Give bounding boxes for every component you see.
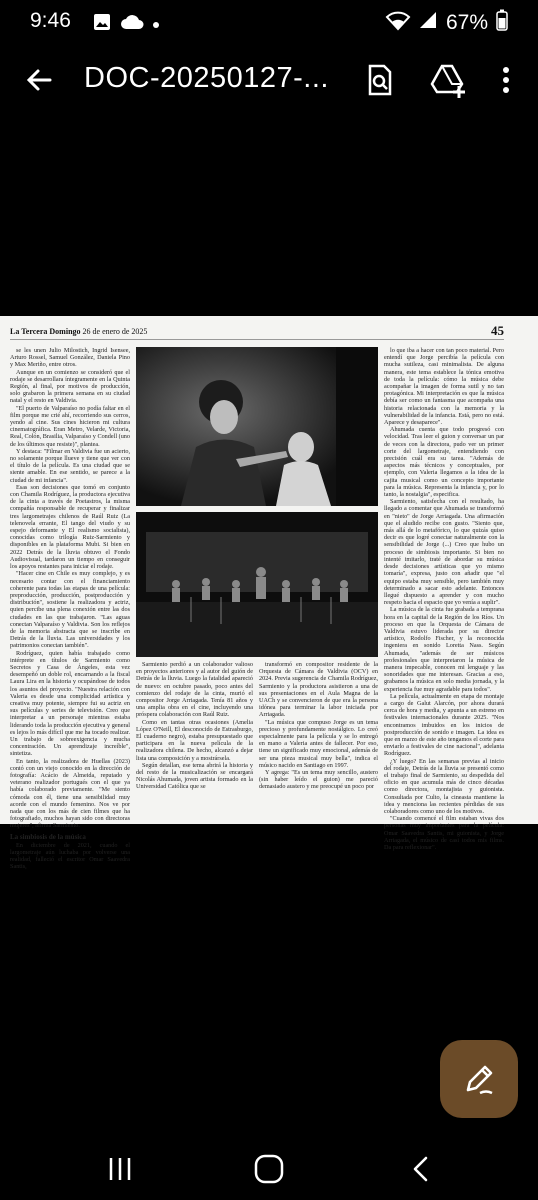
- article-paragraph: Como en tantas otras ocasiones (Amelia López O'Neill, El desconocido de Estrasburgo, El cuaderno negro), estaba presupuestado que participara en la nueva película de la realizadora chilena. De hecho, alcanzó a dejar lista una composición y a mostrársela.: [136, 718, 253, 762]
- photo-orchestra: [136, 512, 378, 657]
- section-heading: La simbiosis de la música: [10, 832, 86, 841]
- more-vert-icon[interactable]: [494, 60, 518, 100]
- document-title: DOC-20250127-...: [84, 62, 329, 94]
- masthead: [10, 327, 147, 336]
- article-paragraph: transformó en compositor residente de la Orquesta de Cámara de Valdivia (OCV) en 2024. Previa sugerencia de Chamila Rodríguez, Sarmiento y la productora asistieron a una de sus presentaciones en el Aula Magna de la UACh y se convencieron de que era la persona idónea para terminar la labor iniciada por Arriagada.: [259, 661, 378, 719]
- article-paragraph: En tanto, la realizadora de Huellas (2023) contó con un viejo conocido en la dirección de fotografía: Acácio de Almeida, reputado y veterano realizador portugués con el que ya había colaborado previamente. "Me siento cómoda con él, tiene una sensibilidad muy acorde con el mundo femenino. Nos ve por nada que con los más de cien filmes que ha fotografiado, muchos hayan sido con directoras mujeres", afirma Sarmiento.: [10, 757, 130, 830]
- article-paragraph: "La música que compuso Jorge es un tema precioso y profundamente nostálgico. Lo creó especialmente para la película y se lo entregó en mano a Valeria antes de fallecer. Por eso, tiene un significado muy emocional, además de ser una pieza musical muy bella", indica el músico nacido en Santiago en 1997.: [259, 718, 378, 769]
- header-rule: [10, 339, 504, 340]
- edit-fab[interactable]: [440, 1040, 518, 1118]
- cloud-icon: [120, 13, 144, 36]
- article-paragraph: "Cuando comencé el film estaban vivas dos personas muy importantes para la película: Omar Saavedra Santis, mi guionista, y Jorge Arriagada, el músico de casi todos mis films. Da para reflexionar".: [384, 815, 504, 852]
- page-number: 45: [491, 323, 504, 338]
- article-paragraph: Sarmiento perdió a un colaborador valioso en proyectos anteriores y al autor del guión de Detrás de la lluvia. Luego la fatalidad apareció de nuevo: en octubre pasado, poco antes del comienzo del rodaje de la cinta, murió el compositor Jorge Arriagada. Tenía 81 años y una amplia obra en el cine, incluyendo una próspera colaboración con Raúl Ruiz.: [136, 661, 253, 719]
- drive-add-icon[interactable]: [428, 60, 468, 100]
- battery-percent: 67%: [445, 10, 488, 34]
- document-page[interactable]: [0, 316, 538, 871]
- article-paragraph: ¿Y luego? En las semanas previas al inicio del rodaje, Detrás de la lluvia se presentó como el trabajo final de Sarmiento, su despedida del oficio en que acumula más de cinco décadas como directora, montajista y guionista. Consultada por Culto, la cineasta mantiene la idea y menciona las recientes pérdidas de sus colaboradores como uno de los motivos.: [384, 757, 504, 815]
- battery-icon: [496, 9, 508, 36]
- masthead-brand: La Tercera Domingo: [10, 327, 81, 336]
- article-paragraph: Sarmiento, satisfecha con el resultado, ha llegado a comentar que Ahumada se transformó en "nieto" de Jorge Arriagada. Una afirmación que el aludido recibe con gusto. "Siento que, más allá de lo metafórico, lo que quizás quiso decir es que logré conectar naturalmente con la sensibilidad de Jorge (...) Creo que hubo un proceso de simbiosis importante. Si bien no intenté imitarlo, traté de abordar su música desde decisiones artísticas que yo mismo tomaría", expresa, justo con añadir que "el equipo estaba muy sensible, pero también muy determinado a sacar esto adelante. Entonces llegué dispuesto a aprender y con mucho respeto hacia el espacio que yo venía a suplir".: [384, 498, 504, 607]
- dot-icon: [152, 16, 160, 34]
- article-paragraph: "Hacer cine en Chile es muy complejo, y es necesario contar con el financiamiento coherente para todas las etapas de una película: preproducción, producción, postproducción y distribución", sostiene la realizadora y actriz, quien percibe una plena conexión entre las dos ciudades en las que trabajaron. "Las aguas conectan Valparaíso y Valdivia. Son los reflejos de la memoria abstracta que se inscribe en Detrás de la lluvia. Las universidades y los patrimonios conectan también".: [10, 570, 130, 650]
- article-column-4: [384, 347, 504, 852]
- article-paragraph: se les unen Julio Milostich, Ingrid Isensee, Arturo Rossel, Samuel González, Daniela Pino y Max Meriño, entre otros.: [10, 347, 130, 369]
- article-paragraph: En diciembre de 2021, cuando el largometraje aún luchaba por volverse una realidad, falleció el escritor Omar Saavedra Santis,: [10, 841, 130, 871]
- article-paragraph: "El puerto de Valparaíso no podía faltar en el film porque me crié ahí, recorriendo sus cerros, yendo al cine. Sus cines hicieron mi cultura cinematográfica. Eran Metro, Velarde, Victoria, Real, Colón, Brasilia, Valparaíso y Condell (uno de los últimos que resiste)", plantea.: [10, 404, 130, 448]
- status-time: 9:46: [30, 9, 71, 32]
- article-paragraph: La película, actualmente en etapa de montaje a cargo de Galut Alarcón, por ahora durará cerca de hora y media, y apunta a un estreno en festivales internacionales durante 2025. "Nos encontramos imbuidos en los inicios de postproducción de sonido e imagen. La idea es que en marzo de este año tengamos el corte para enviarlo a festivales de cine nacional", adelanta Rodríguez.: [384, 692, 504, 758]
- app-bar: [0, 44, 538, 114]
- article-column-3: [259, 661, 378, 821]
- article-paragraph: Rodríguez, quien había trabajado como intérprete en títulos de Sarmiento como Secretos y Casa de Ángeles, esta vez desempeñó un doble rol, encarnando a la fiscal Laura Lira en la historia y ocupándose de todos los asuntos del proyecto. "Nuestra relación con Valeria es desde una complicidad artística y creativa muy potente, siempre fui su actriz en sus películas y series de televisión. Creo que interpretar a un personaje mientras estaba liderando toda la producción ejecutiva y general es lejos lo más difícil que me ha tocado realizar. Un trabajo de sobreexigencia y mucha concentración. Un aprendizaje increíble", sintetiza.: [10, 649, 130, 758]
- image-icon: [92, 12, 112, 37]
- back-nav-icon[interactable]: [404, 1152, 438, 1186]
- wifi-icon: [386, 10, 410, 35]
- article-paragraph: Ahumada cuenta que todo progresó con velocidad. Tras leer el guion y conversar un par de veces con la directora, pudo ver un primer corte del largometraje, entendiendo con precisión cuál era su tarea. "Además de aspectos más técnicos y conceptuales, por ejemplo, con Valeria llegamos a la idea de la cajita musical como un concepto importante para la música. Representa la infancia y, por lo tanto, la nostalgia", especifica.: [384, 426, 504, 499]
- edit-pen-icon: [460, 1060, 498, 1103]
- status-bar: [0, 0, 538, 44]
- article-paragraph: Aunque en un comienzo se consideró que el rodaje se desarrollara íntegramente en la Quinta Región, al final, por motivos de producción, solo grabaron la primera semana en su ciudad natal y el resto en Valdivia.: [10, 368, 130, 405]
- photo-director-child: [136, 347, 378, 506]
- back-arrow-icon[interactable]: [20, 60, 60, 100]
- article-column-1: [10, 347, 130, 871]
- search-document-icon[interactable]: [360, 60, 400, 100]
- navigation-bar: [0, 1130, 538, 1200]
- article-paragraph: Y agrega: "Es un tema muy sencillo, austero (sin haber leído el guion) me pareció demasiado austero y me preocupé un poco por: [259, 769, 378, 791]
- recents-icon[interactable]: [103, 1152, 137, 1186]
- article-paragraph: Según detallan, ese tema abrirá la historia y del resto de la musicalización se encargará Nicolás Ahumada, joven artista formado en la Universidad Católica que se: [136, 761, 253, 791]
- article-column-2: [136, 661, 253, 821]
- masthead-date: 26 de enero de 2025: [82, 327, 148, 336]
- home-icon[interactable]: [252, 1152, 286, 1186]
- article-paragraph: Y destaca: "Filmar en Valdivia fue un acierto, no solamente porque llueve y tiene que ver con el título de la película. Es una ciudad que se siente amable. En ese sentido, se parece a la ciudad de mi infancia".: [10, 447, 130, 484]
- article-paragraph: lo que iba a hacer con tan poco material. Pero entendí que Jorge percibía la película con mucha sutileza, casi minimalista. De alguna manera, este tema establece la tónica emotiva de toda la película: cómo la música debe acompañar la imagen de forma sutil y no tan protagónica. Mi interpretación es que la música debía ser como un fantasma que acompaña una historia relacionada con la memoria y la vulnerabilidad de la infancia. Está, pero no está. Aparece y desaparece".: [384, 347, 504, 427]
- article-paragraph: Esas son decisiones que tomó en conjunto con Chamila Rodríguez, la productora ejecutiva de la cinta a través de Poetastros, la misma compañía responsable de recuperar y finalizar tres largometrajes chilenos de Raúl Ruiz (La telenovela errante, El tango del viudo y su espejo deformante y El realismo socialista), conocidas como trilogía Ruiz-Sarmiento y disponibles en la plataforma Mubi. Si bien en 2022 Detrás de la lluvia obtuvo el Fondo Audiovisual, tardaron un tiempo en conseguir los apoyos restantes para iniciar el rodaje.: [10, 483, 130, 571]
- signal-icon: [418, 10, 438, 35]
- article-paragraph: La música de la cinta fue grabada a temprana hora en la capital de la Región de los Ríos. Un proceso en que la Orquesta de Cámara de Valdivia estuvo liderada por su director artístico, Rodolfo Fischer, y la reconocida ingeniera en sonido Loretta Nass. Según Ahumada, "además de ser músicos profesionales que interpretaron la música de manera impecable, conocen mi lenguaje y las sonoridades que me interesan. Gracias a eso, grabamos la música en solo media jornada, y la experiencia fue muy agradable para todos".: [384, 606, 504, 693]
